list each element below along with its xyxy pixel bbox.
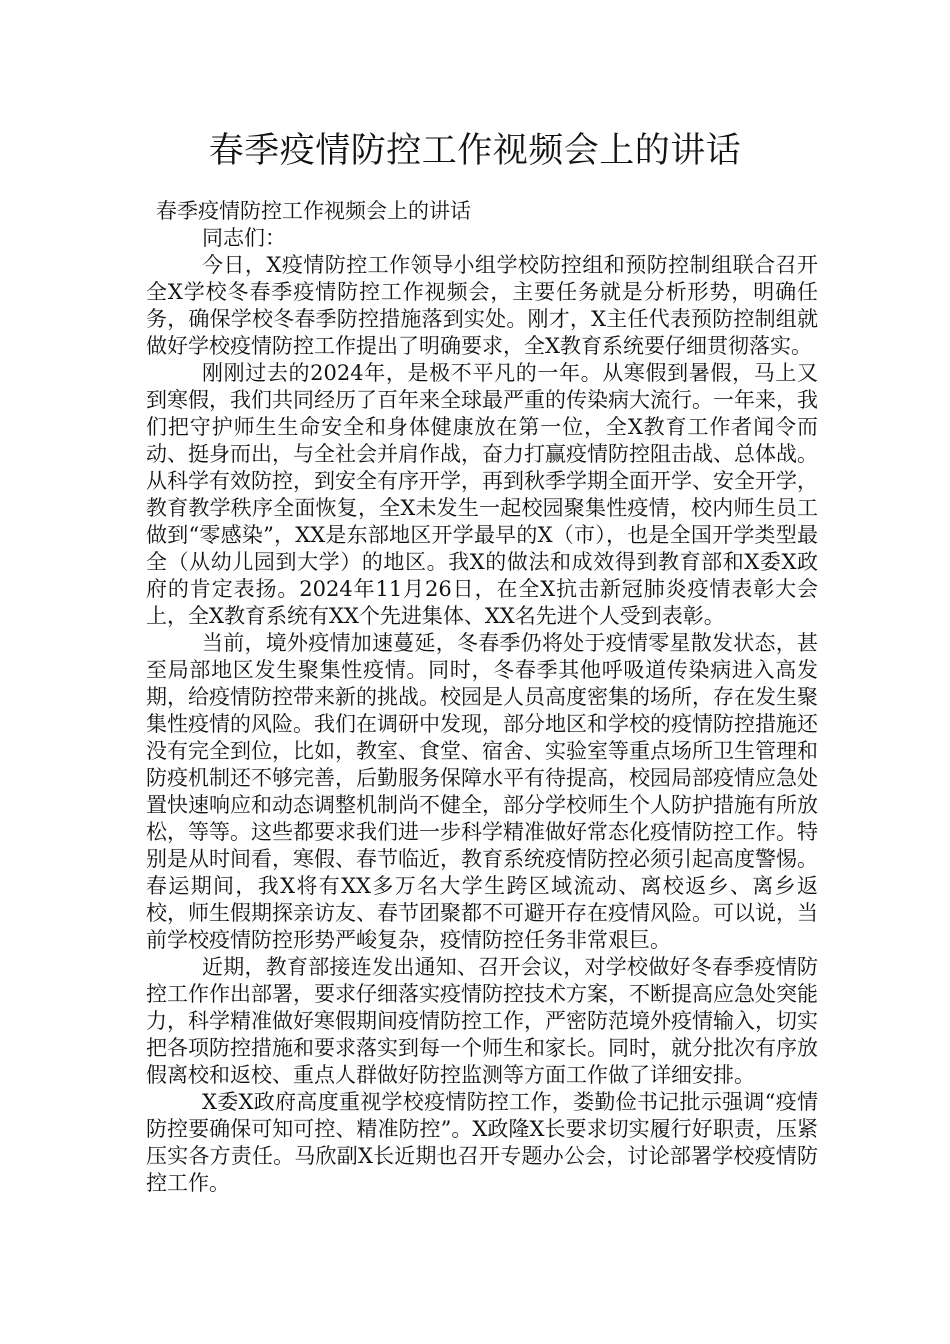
document-subtitle: 春季疫情防控工作视频会上的讲话 [156,199,471,223]
paragraph: X委X政府高度重视学校疫情防控工作，娄勤俭书记批示强调“疫情防控要确保可知可控、精准防控”。X政隆X长要求切实履行好职责，压紧压实各方责任。马欣副X长近期也召开专题办公会，讨论部署学校疫情防控工作。 [146,1090,818,1195]
document-title: 春季疫情防控工作视频会上的讲话 [208,131,742,171]
paragraph: 近期，教育部接连发出通知、召开会议，对学校做好冬春季疫情防控工作作出部署，要求仔细落实疫情防控技术方案，不断提高应急处突能力，科学精准做好寒假期间疫情防控工作，严密防范境外疫情输入，切实把各项防控措施和要求落实到每一个师生和家长。同时，就分批次有序放假离校和返校、重点人群做好防控监测等方面工作做了详细安排。 [146,955,818,1087]
document-body [146,198,818,1197]
paragraph: 刚刚过去的2024年，是极不平凡的一年。从寒假到暑假，马上又到寒假，我们共同经历了百年来全球最严重的传染病大流行。一年来，我们把守护师生生命安全和身体健康放在第一位，全X教育工作者闻令而动、挺身而出，与全社会并肩作战，奋力打赢疫情防控阻击战、总体战。从科学有效防控，到安全有序开学，再到秋季学期全面开学、安全开学，教育教学秩序全面恢复，全X未发生一起校园聚集性疫情，校内师生员工做到“零感染”，XX是东部地区开学最早的X（市），也是全国开学类型最全（从幼儿园到大学）的地区。我X的做法和成效得到教育部和X委X政府的肯定表扬。2024年11月26日，在全X抗击新冠肺炎疫情表彰大会上，全X教育系统有XX个先进集体、XX名先进个人受到表彰。 [146,361,818,628]
salutation: 同志们： [202,226,286,250]
paragraph: 今日，X疫情防控工作领导小组学校防控组和预防控制组联合召开全X学校冬春季疫情防控工作视频会，主要任务就是分析形势，明确任务，确保学校冬春季防控措施落到实处。刚才，X主任代表预防控制组就做好学校疫情防控工作提出了明确要求，全X教育系统要仔细贯彻落实。 [146,253,818,358]
paragraph: 当前，境外疫情加速蔓延，冬春季仍将处于疫情零星散发状态，甚至局部地区发生聚集性疫情。同时，冬春季其他呼吸道传染病进入高发期，给疫情防控带来新的挑战。校园是人员高度密集的场所，存在发生聚集性疫情的风险。我们在调研中发现，部分地区和学校的疫情防控措施还没有完全到位，比如，教室、食堂、宿舍、实验室等重点场所卫生管理和防疫机制还不够完善，后勤服务保障水平有待提高，校园局部疫情应急处置快速响应和动态调整机制尚不健全，部分学校师生个人防护措施有所放松，等等。这些都要求我们进一步科学精准做好常态化疫情防控工作。特别是从时间看，寒假、春节临近，教育系统疫情防控必须引起高度警惕。春运期间，我X将有XX多万名大学生跨区域流动、离校返乡、离乡返校，师生假期探亲访友、春节团聚都不可避开存在疫情风险。可以说，当前学校疫情防控形势严峻复杂，疫情防控任务非常艰巨。 [146,631,818,952]
